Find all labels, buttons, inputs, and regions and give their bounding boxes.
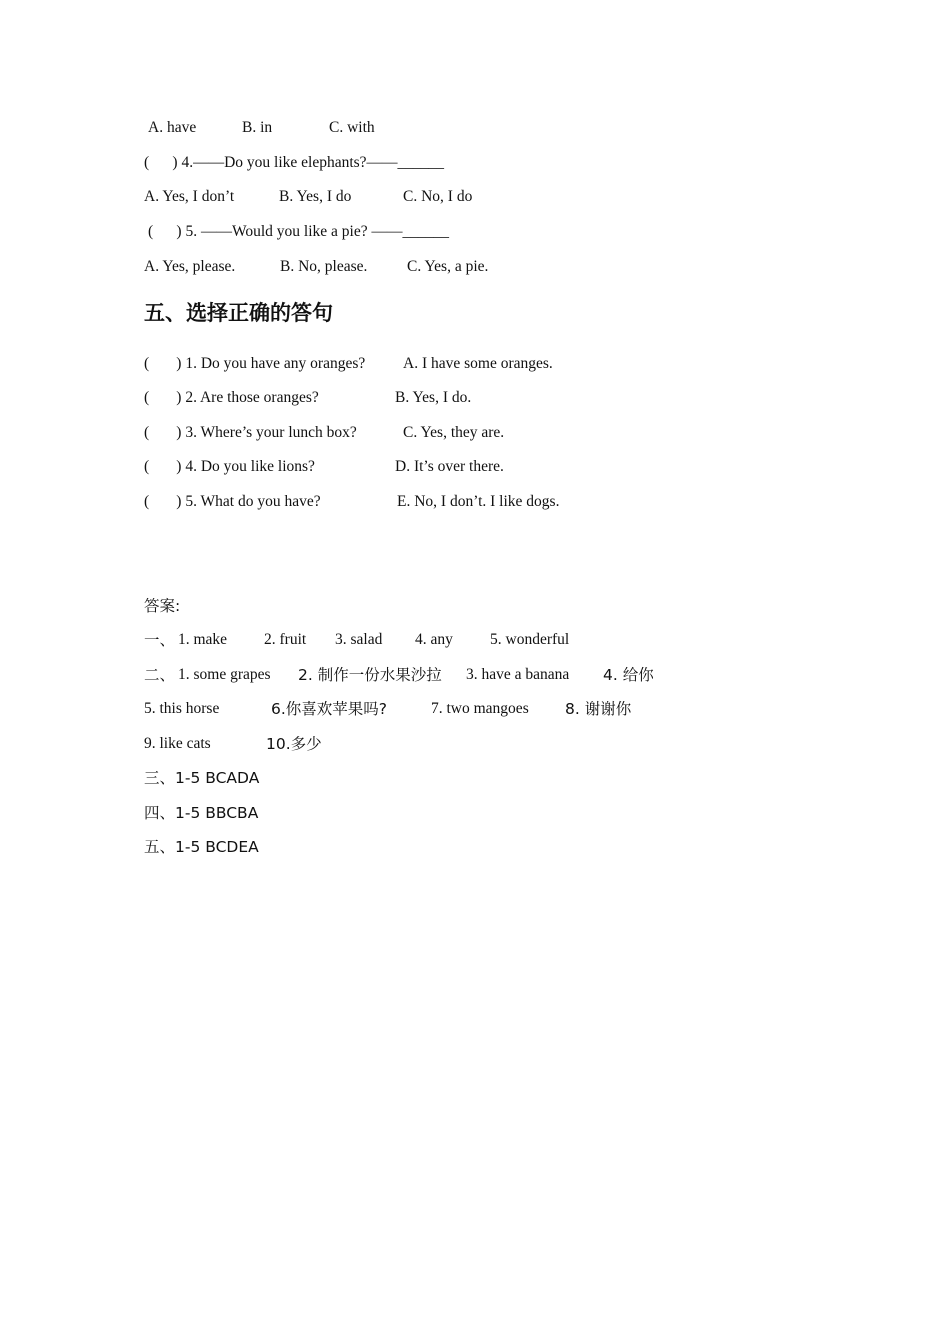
- answer-row-five: [0, 835, 259, 859]
- match-row: [0, 386, 472, 410]
- answer-item: 3. have a banana: [466, 666, 570, 683]
- option-a: A. Yes, please.: [144, 258, 236, 275]
- match-answer: C. Yes, they are.: [403, 424, 505, 441]
- question-4: [0, 151, 445, 175]
- match-question: ( ) 2. Are those oranges?: [144, 389, 319, 406]
- match-row: [0, 352, 553, 376]
- answer-row-two: [0, 663, 654, 687]
- option-b: B. Yes, I do: [279, 188, 352, 205]
- option-b: B. No, please.: [280, 258, 368, 275]
- question-5: [0, 220, 449, 244]
- match-row: [0, 490, 560, 514]
- option-c: C. Yes, a pie.: [407, 258, 489, 275]
- answer-line: 四、1-5 BBCBA: [144, 804, 259, 822]
- answer-line: 五、1-5 BCDEA: [144, 838, 259, 856]
- answer-item: 10.多少: [266, 735, 322, 753]
- answer-item: 8. 谢谢你: [565, 700, 632, 718]
- answer-item: 1. some grapes: [178, 666, 271, 683]
- answer-item: 6.你喜欢苹果吗?: [271, 700, 388, 718]
- answer-item: 5. wonderful: [490, 631, 570, 648]
- answer-item: 4. any: [415, 631, 453, 648]
- match-row: [0, 421, 505, 445]
- answer-row-three: [0, 766, 260, 790]
- section-5-heading: 五、选择正确的答句: [144, 301, 333, 325]
- match-row: [0, 455, 504, 479]
- answer-prefix: 二、: [144, 666, 176, 684]
- answer-prefix: 一、: [144, 631, 176, 649]
- match-answer: E. No, I don’t. I like dogs.: [397, 493, 560, 510]
- answer-item: 4. 给你: [603, 666, 654, 684]
- answer-line: 三、1-5 BCADA: [144, 769, 260, 787]
- match-question: ( ) 1. Do you have any oranges?: [144, 355, 366, 372]
- question-5-text: ( ) 5. ——Would you like a pie? ——______: [148, 223, 449, 240]
- answer-item: 7. two mangoes: [431, 700, 529, 717]
- match-question: ( ) 3. Where’s your lunch box?: [144, 424, 357, 441]
- question-5-options: [0, 255, 489, 279]
- match-question: ( ) 4. Do you like lions?: [144, 458, 315, 475]
- answer-item: 1. make: [178, 631, 228, 648]
- answers-label: 答案:: [144, 597, 181, 615]
- option-c: C. with: [329, 119, 375, 136]
- match-answer: B. Yes, I do.: [395, 389, 472, 406]
- answer-row-four: [0, 801, 259, 825]
- answer-item: 9. like cats: [144, 735, 211, 752]
- answer-row-two-continued: [0, 697, 632, 721]
- option-c: C. No, I do: [403, 188, 473, 205]
- option-a: A. have: [148, 119, 197, 136]
- answer-row-one: [0, 628, 570, 652]
- question-4-options: [0, 185, 473, 209]
- answer-item: 2. fruit: [264, 631, 307, 648]
- answer-item: 3. salad: [335, 631, 383, 648]
- answer-item: 2. 制作一份水果沙拉: [298, 666, 442, 684]
- answers-label-line: [0, 594, 181, 618]
- question-4-text: ( ) 4.——Do you like elephants?——______: [144, 154, 445, 171]
- question-3-options: [0, 116, 375, 140]
- answer-row-two-end: [0, 732, 322, 756]
- option-a: A. Yes, I don’t: [144, 188, 235, 205]
- match-answer: D. It’s over there.: [395, 458, 504, 475]
- option-b: B. in: [242, 119, 273, 136]
- match-question: ( ) 5. What do you have?: [144, 493, 321, 510]
- match-answer: A. I have some oranges.: [403, 355, 553, 372]
- answer-item: 5. this horse: [144, 700, 220, 717]
